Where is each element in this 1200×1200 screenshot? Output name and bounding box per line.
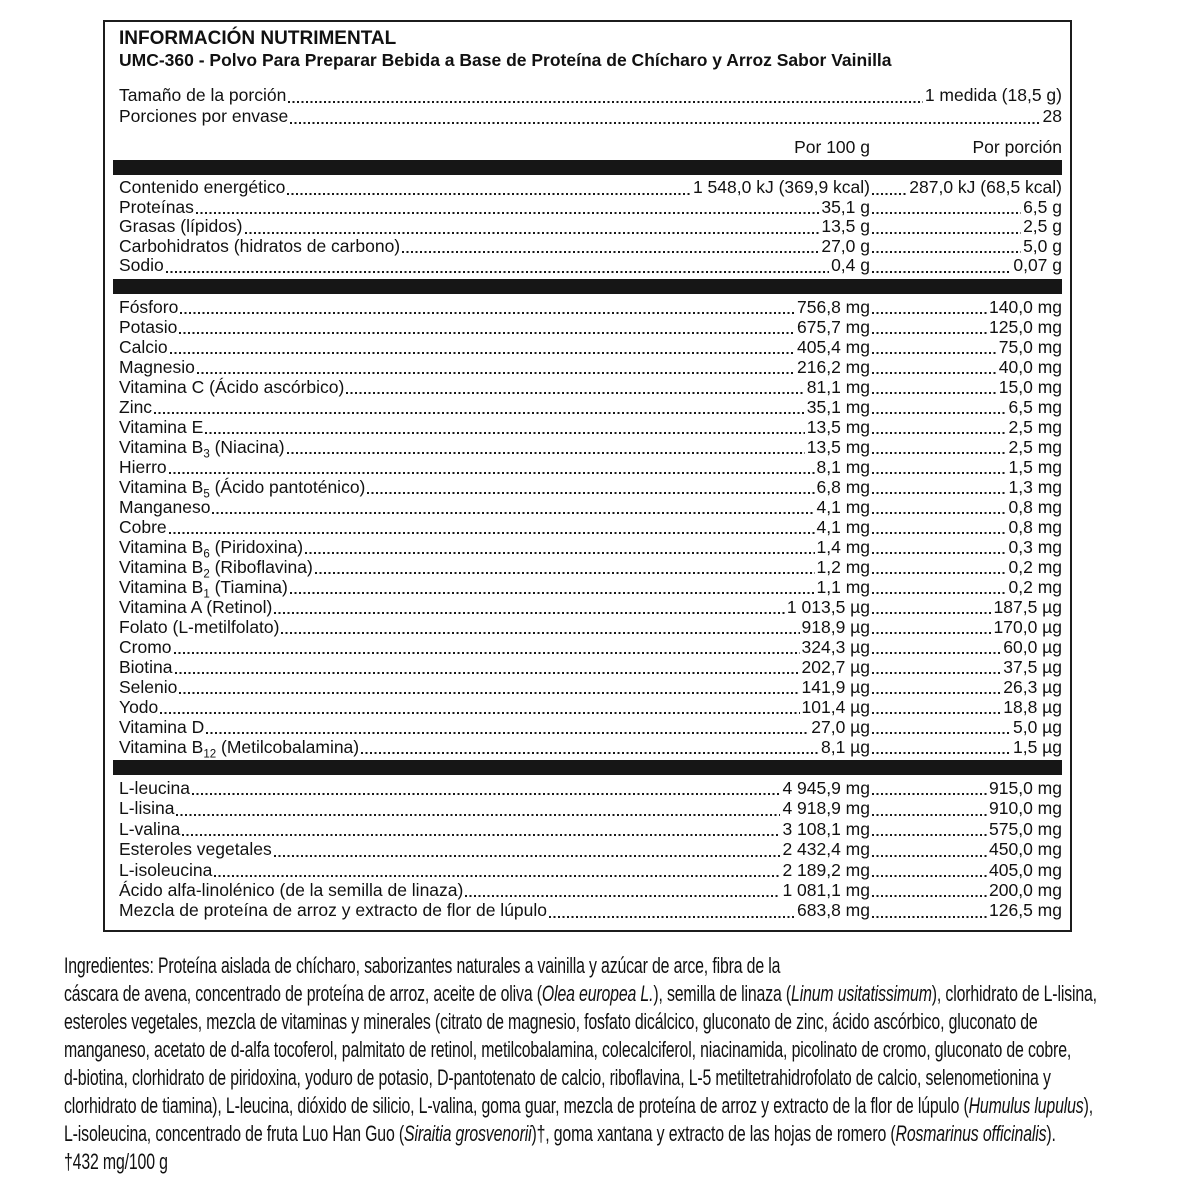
- dot-leader: [290, 122, 1040, 124]
- nutrient-row: [119, 556, 1062, 581]
- per-100g-value: 675,7 mg: [797, 316, 870, 337]
- dot-leader: [196, 212, 819, 214]
- dot-leader: [290, 592, 815, 594]
- dot-leader: [205, 432, 804, 434]
- nutrient-row: [119, 397, 1062, 417]
- dot-leader: [872, 193, 907, 195]
- nutrient-section-aminos: [113, 778, 1062, 921]
- servings-per-container-value: 28: [1042, 106, 1062, 126]
- dot-leader: [402, 251, 819, 253]
- nutrient-label: Mezcla de proteína de arroz y extracto de flor de lúpulo: [119, 900, 548, 921]
- per-portion-value: 0,3 mg: [1008, 536, 1062, 557]
- ingredients-line: manganeso, acetato de d-alfa tocoferol, palmitato de retinol, metilcobalamina, colecalciferol, niacinamida, picolinato de cromo, gluconato de cobre,: [64, 1037, 1072, 1062]
- dot-leader: [169, 532, 815, 534]
- nutrient-row: [119, 617, 1062, 637]
- dot-leader: [872, 432, 1007, 434]
- per-100g-value: 1 013,5 µg: [786, 596, 870, 617]
- per-100g-value: 756,8 mg: [797, 296, 870, 317]
- dot-leader: [872, 834, 987, 836]
- per-100g-value: 683,8 mg: [797, 900, 870, 921]
- nutrient-row: [119, 256, 1062, 276]
- per-100g-value: 4,1 mg: [816, 496, 870, 517]
- servings-per-container-row: [119, 106, 1062, 127]
- dot-leader: [872, 793, 987, 795]
- nutrient-label: Calcio: [119, 336, 168, 357]
- nutrient-row: [119, 476, 1062, 501]
- per-portion-value: 5,0 µg: [1012, 716, 1062, 737]
- dot-leader: [166, 271, 829, 273]
- nutrient-row: [119, 798, 1062, 818]
- per-portion-value: 405,0 mg: [989, 859, 1062, 880]
- per-portion-column-header: Por porción: [972, 137, 1062, 157]
- per-100g-value: 1 081,1 mg: [782, 880, 870, 900]
- per-portion-value: 575,0 mg: [989, 818, 1062, 839]
- per-100g-value: 1,4 mg: [816, 536, 870, 557]
- per-portion-value: 200,0 mg: [989, 880, 1062, 900]
- per-100g-value: 216,2 mg: [797, 356, 870, 377]
- nutrient-row: [119, 497, 1062, 517]
- per-100g-value: 6,8 mg: [816, 476, 870, 497]
- section-divider: [113, 760, 1062, 775]
- nutrient-row: [119, 317, 1062, 337]
- per-100g-value: 2 189,2 mg: [782, 859, 870, 880]
- dot-leader: [872, 271, 1011, 273]
- per-portion-value: 15,0 mg: [998, 376, 1062, 397]
- nutrient-row: [119, 417, 1062, 437]
- dot-leader: [872, 492, 1007, 494]
- ingredients-lines: [64, 952, 1194, 1148]
- dot-leader: [169, 472, 815, 474]
- nutrient-label: Vitamina $B_2$ (Riboflavina): [119, 556, 313, 581]
- per-portion-value: 0,07 g: [1013, 255, 1062, 276]
- per-100g-value: 27,0 g: [821, 235, 870, 256]
- per-100g-value: 141,9 µg: [801, 676, 870, 697]
- dot-leader: [170, 352, 795, 354]
- nutrient-label: Vitamina $B_5$ (Ácido pantoténico): [119, 476, 366, 501]
- dot-leader: [281, 632, 799, 634]
- ingredients-section: [64, 952, 1194, 1176]
- per-portion-value: 0,8 mg: [1008, 516, 1062, 537]
- dot-leader: [549, 916, 795, 918]
- nutrient-label: Manganeso: [119, 496, 211, 517]
- nutrient-label: Magnesio: [119, 356, 195, 377]
- per-100g-value: 1 548,0 kJ (369,9 kcal): [692, 177, 870, 197]
- dot-leader: [179, 692, 799, 694]
- nutrient-label: Cobre: [119, 516, 167, 537]
- per-portion-value: 1,5 mg: [1008, 456, 1062, 477]
- ingredients-text: [64, 952, 1194, 1176]
- serving-size-value: 1 medida (18,5 g): [924, 85, 1062, 105]
- nutrient-row: [119, 697, 1062, 717]
- nutrient-row: [119, 237, 1062, 257]
- per-portion-value: 1,3 mg: [1008, 476, 1062, 497]
- per-100g-value: 1,2 mg: [816, 556, 870, 577]
- ingredients-line: esteroles vegetales, mezcla de vitaminas y minerales (citrato de magnesio, fosfato dicálcico, gluconato de zinc, ácido ascórbico, gluconato de: [64, 1009, 1038, 1034]
- section-divider: [113, 279, 1062, 294]
- nutrient-label: Grasas (lípidos): [119, 216, 243, 237]
- per-100g-value: 13,5 mg: [806, 436, 870, 457]
- nutrient-row: [119, 457, 1062, 477]
- serving-size-label: Tamaño de la porción: [119, 85, 287, 105]
- label-subtitle: UMC-360 - Polvo Para Preparar Bebida a Base de Proteína de Chícharo y Arroz Sabor Vainilla: [119, 50, 892, 70]
- per-portion-value: 915,0 mg: [989, 777, 1062, 798]
- per-portion-value: 1,5 µg: [1012, 736, 1062, 757]
- per-100g-value: 13,5 mg: [806, 416, 870, 437]
- nutrient-row: [119, 657, 1062, 677]
- dot-leader: [872, 895, 987, 897]
- per-portion-value: 5,0 g: [1023, 235, 1062, 256]
- dot-leader: [182, 834, 780, 836]
- dot-leader: [315, 572, 815, 574]
- dot-leader: [160, 712, 799, 714]
- dot-leader: [872, 592, 1007, 594]
- dot-leader: [872, 672, 1001, 674]
- dot-leader: [274, 855, 781, 857]
- dot-leader: [212, 512, 814, 514]
- nutrient-label: Folato (L-metilfolato): [119, 616, 280, 637]
- nutrient-label: Vitamina D: [119, 716, 205, 737]
- per-100g-value: 2 432,4 mg: [782, 839, 870, 860]
- per-portion-value: 0,2 mg: [1008, 556, 1062, 577]
- per-100g-value: 13,5 g: [821, 216, 870, 237]
- label-title: INFORMACIÓN NUTRIMENTAL: [119, 28, 397, 49]
- nutrient-label: Vitamina C (Ácido ascórbico): [119, 376, 345, 397]
- nutrient-row: [119, 880, 1062, 900]
- ingredients-line: Ingredientes: Proteína aislada de chícharo, saborizantes naturales a vainilla y azúcar de arce, fibra de la: [64, 953, 781, 978]
- dot-leader: [176, 814, 780, 816]
- per-portion-value: 0,2 mg: [1008, 576, 1062, 597]
- dot-leader: [872, 692, 1001, 694]
- per-100g-value: 4 945,9 mg: [782, 777, 870, 798]
- dot-leader: [872, 712, 1001, 714]
- nutrient-row: [119, 436, 1062, 461]
- nutrient-section-micros: [113, 296, 1062, 761]
- dot-leader: [288, 101, 923, 103]
- per-100g-value: 4,1 mg: [816, 516, 870, 537]
- dot-leader: [872, 212, 1021, 214]
- nutrient-row: [119, 717, 1062, 737]
- nutrient-row: [119, 337, 1062, 357]
- per-portion-value: 0,8 mg: [1008, 496, 1062, 517]
- nutrient-row: [119, 357, 1062, 377]
- per-portion-value: 140,0 mg: [989, 296, 1062, 317]
- dot-leader: [872, 752, 1011, 754]
- per-portion-value: 170,0 µg: [993, 616, 1062, 637]
- per-portion-value: 450,0 mg: [989, 839, 1062, 860]
- per-100g-value: 405,4 mg: [797, 336, 870, 357]
- dot-leader: [175, 672, 800, 674]
- ingredients-footnote: †432 mg/100 g: [64, 1149, 168, 1174]
- nutrient-label: L-leucina: [119, 777, 191, 798]
- dot-leader: [872, 532, 1007, 534]
- per-100g-value: 35,1 g: [821, 196, 870, 217]
- nutrient-label: L-lisina: [119, 798, 175, 819]
- per-100g-column-header: Por 100 g: [794, 137, 870, 157]
- per-100g-value: 27,0 µg: [811, 716, 870, 737]
- nutrient-label: L-valina: [119, 818, 181, 839]
- nutrient-label: Zinc: [119, 396, 153, 417]
- nutrient-row: [119, 297, 1062, 317]
- nutrient-row: [119, 819, 1062, 839]
- per-portion-value: 26,3 µg: [1003, 676, 1062, 697]
- nutrient-label: Selenio: [119, 676, 178, 697]
- nutrient-row: [119, 597, 1062, 617]
- dot-leader: [287, 452, 805, 454]
- per-100g-value: 4 918,9 mg: [782, 798, 870, 819]
- nutrient-label: Contenido energético: [119, 177, 286, 197]
- per-100g-value: 8,1 µg: [820, 736, 870, 757]
- per-portion-value: 125,0 mg: [989, 316, 1062, 337]
- dot-leader: [872, 552, 1007, 554]
- dot-leader: [872, 572, 1007, 574]
- per-portion-value: 6,5 g: [1023, 196, 1062, 217]
- dot-leader: [872, 855, 987, 857]
- per-100g-value: 3 108,1 mg: [782, 818, 870, 839]
- dot-leader: [872, 412, 1007, 414]
- column-headers-row: [113, 137, 1062, 157]
- per-100g-value: 202,7 µg: [801, 656, 870, 677]
- dot-leader: [192, 793, 780, 795]
- nutrient-label: Ácido alfa-linolénico (de la semilla de linaza): [119, 880, 464, 900]
- dot-leader: [872, 875, 987, 877]
- nutrient-label: Carbohidratos (hidratos de carbono): [119, 235, 401, 256]
- dot-leader: [180, 312, 795, 314]
- per-portion-value: 910,0 mg: [989, 798, 1062, 819]
- nutrient-label: Fósforo: [119, 296, 179, 317]
- dot-leader: [174, 652, 800, 654]
- ingredients-line: L-isoleucina, concentrado de fruta Luo Han Guo (Siraitia grosvenorii)†, goma xantana y extracto de las hojas de romero (Rosmarinus officinalis).: [64, 1121, 1056, 1146]
- per-portion-value: 40,0 mg: [998, 356, 1062, 377]
- dot-leader: [872, 472, 1007, 474]
- per-portion-value: 187,5 µg: [993, 596, 1062, 617]
- nutrient-label: Esteroles vegetales: [119, 839, 272, 860]
- dot-leader: [154, 412, 805, 414]
- per-100g-value: 101,4 µg: [801, 696, 870, 717]
- dot-leader: [872, 512, 1007, 514]
- dot-leader: [872, 352, 997, 354]
- dot-leader: [872, 232, 1021, 234]
- per-100g-value: 81,1 mg: [806, 376, 870, 397]
- nutrient-section-macros: [113, 178, 1062, 276]
- nutrient-row: [119, 536, 1062, 561]
- per-portion-value: 18,8 µg: [1003, 696, 1062, 717]
- section-divider: [113, 160, 1062, 175]
- nutrient-row: [119, 778, 1062, 798]
- per-portion-value: 126,5 mg: [989, 900, 1062, 921]
- dot-leader: [872, 814, 987, 816]
- nutrient-row: [119, 900, 1062, 920]
- dot-leader: [872, 392, 997, 394]
- nutrient-label: Hierro: [119, 456, 167, 477]
- per-100g-value: 8,1 mg: [816, 456, 870, 477]
- nutrient-label: Sodio: [119, 255, 164, 276]
- dot-leader: [274, 612, 785, 614]
- per-100g-value: 324,3 µg: [801, 636, 870, 657]
- per-portion-value: 75,0 mg: [998, 336, 1062, 357]
- nutrient-label: Biotina: [119, 656, 173, 677]
- dot-leader: [197, 372, 795, 374]
- nutrient-row: [119, 576, 1062, 601]
- nutrient-label: L-isoleucina: [119, 859, 213, 880]
- nutrient-label: Cromo: [119, 636, 172, 657]
- dot-leader: [346, 392, 804, 394]
- dot-leader: [206, 732, 809, 734]
- dot-leader: [465, 895, 780, 897]
- dot-leader: [872, 312, 987, 314]
- per-portion-value: 6,5 mg: [1008, 396, 1062, 417]
- dot-leader: [287, 193, 691, 195]
- ingredients-line: clorhidrato de tiamina), L-leucina, dióxido de silicio, L-valina, goma guar, mezcla de proteína de arroz y extracto de la flor de lúpulo (Humulus lupulus),: [64, 1093, 1093, 1118]
- nutrient-label: Potasio: [119, 316, 178, 337]
- per-portion-value: 2,5 mg: [1008, 436, 1062, 457]
- nutrient-row: [119, 217, 1062, 237]
- nutrient-label: Proteínas: [119, 196, 194, 217]
- dot-leader: [872, 632, 992, 634]
- nutrient-label: Vitamina E: [119, 416, 204, 437]
- serving-info: [113, 85, 1062, 127]
- nutrient-row: [119, 677, 1062, 697]
- label-header: [113, 28, 1062, 71]
- nutrient-row: [119, 860, 1062, 880]
- per-portion-value: 287,0 kJ (68,5 kcal): [909, 177, 1062, 197]
- dot-leader: [872, 332, 987, 334]
- dot-leader: [361, 752, 819, 754]
- dot-leader: [872, 652, 1001, 654]
- per-portion-value: 60,0 µg: [1003, 636, 1062, 657]
- dot-leader: [872, 251, 1021, 253]
- nutrient-label: Vitamina $B_1$ (Tiamina): [119, 576, 288, 601]
- dot-leader: [872, 732, 1011, 734]
- dot-leader: [367, 492, 814, 494]
- nutrient-row: [119, 377, 1062, 397]
- nutrient-label: Vitamina $B_6$ (Piridoxina): [119, 536, 304, 561]
- per-100g-value: 0,4 g: [831, 255, 870, 276]
- nutrient-row: [119, 736, 1062, 761]
- nutrient-label: Vitamina A (Retinol): [119, 596, 273, 617]
- nutrient-label: Vitamina $B_{12}$ (Metilcobalamina): [119, 736, 360, 761]
- dot-leader: [214, 875, 780, 877]
- dot-leader: [872, 916, 987, 918]
- nutrient-row: [119, 517, 1062, 537]
- nutrition-label-box: [103, 20, 1072, 932]
- nutrient-label: Vitamina $B_3$ (Niacina): [119, 436, 285, 461]
- dot-leader: [872, 612, 992, 614]
- nutrient-row: [119, 198, 1062, 218]
- nutrient-label: Yodo: [119, 696, 159, 717]
- dot-leader: [179, 332, 795, 334]
- dot-leader: [872, 372, 997, 374]
- dot-leader: [245, 232, 820, 234]
- nutrient-row: [119, 637, 1062, 657]
- dot-leader: [872, 452, 1007, 454]
- per-portion-value: 2,5 mg: [1008, 416, 1062, 437]
- per-portion-value: 2,5 g: [1023, 216, 1062, 237]
- ingredients-line: d-biotina, clorhidrato de piridoxina, yoduro de potasio, D-pantotenato de calcio, riboflavina, L-5 metiltetrahidrofolato de calcio, selenometionina y: [64, 1065, 1051, 1090]
- per-100g-value: 1,1 mg: [816, 576, 870, 597]
- serving-size-row: [119, 85, 1062, 106]
- nutrient-row: [119, 178, 1062, 198]
- nutrient-table: [113, 160, 1062, 921]
- ingredients-line: cáscara de avena, concentrado de proteína de arroz, aceite de oliva (Olea europea L.), semilla de linaza (Linum usitatissimum), clorhidrato de L-lisina,: [64, 981, 1097, 1006]
- nutrient-row: [119, 839, 1062, 859]
- per-100g-value: 918,9 µg: [801, 616, 870, 637]
- per-portion-value: 37,5 µg: [1003, 656, 1062, 677]
- servings-per-container-label: Porciones por envase: [119, 106, 289, 126]
- dot-leader: [305, 552, 814, 554]
- per-100g-value: 35,1 mg: [806, 396, 870, 417]
